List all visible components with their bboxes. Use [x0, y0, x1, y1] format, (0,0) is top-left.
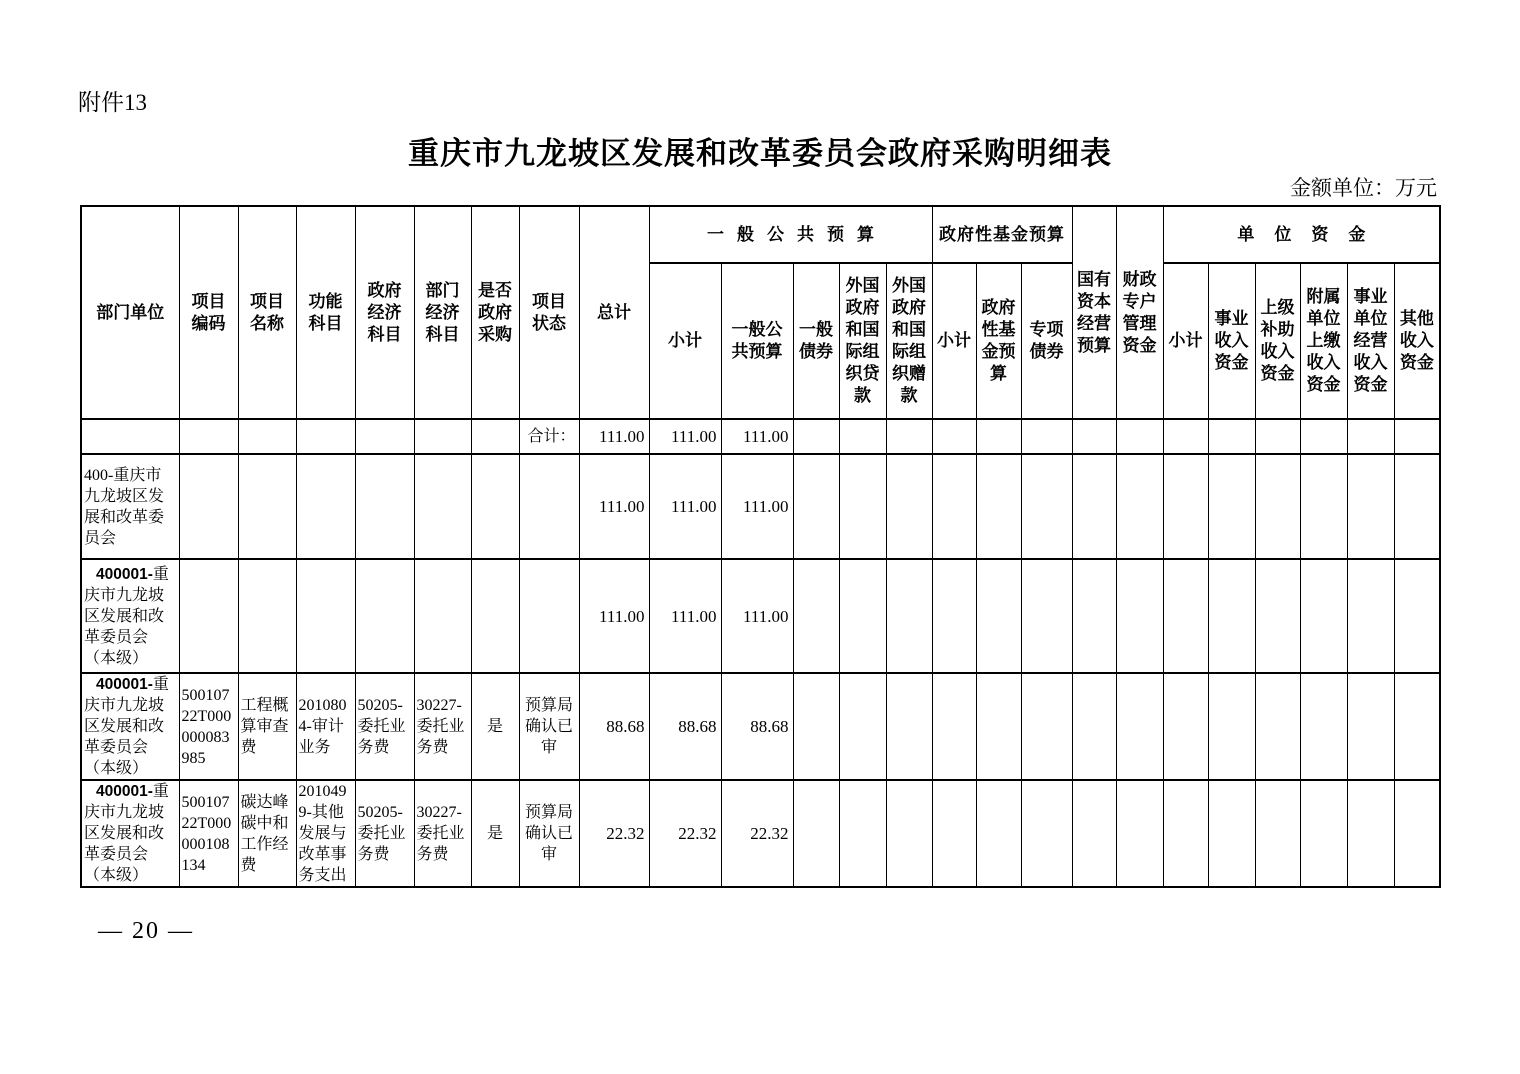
- col-header-uf-affiliated-remit: 附属单位上缴收入资金: [1300, 263, 1347, 419]
- department-code-prefix: 400001-: [96, 676, 153, 693]
- col-header-state-capital-budget: 国有资本经营预算: [1072, 206, 1116, 419]
- cell-uf-superior-subsidy: [1255, 673, 1300, 780]
- cell-project-name: [238, 454, 296, 559]
- cell-uf-superior-subsidy: [1255, 780, 1300, 887]
- cell-uf-subtotal: [1163, 454, 1208, 559]
- cell-uf-business-operation: [1347, 454, 1394, 559]
- cell-uf-affiliated-remit: [1300, 419, 1347, 454]
- cell-gfb-fund-budget: [976, 454, 1021, 559]
- cell-gpb-general-bonds: [793, 780, 839, 887]
- cell-gpb-general-bonds: [793, 454, 839, 559]
- page-number: — 20 —: [98, 918, 194, 944]
- cell-uf-other-income: [1394, 419, 1440, 454]
- cell-gfb-fund-budget: [976, 419, 1021, 454]
- col-header-uf-superior-subsidy: 上级补助收入资金: [1255, 263, 1300, 419]
- cell-function-subject: [296, 454, 355, 559]
- page-title: 重庆市九龙坡区发展和改革委员会政府采购明细表: [408, 136, 1112, 171]
- cell-is-gov-procurement: [471, 419, 519, 454]
- cell-project-status: 预算局确认已审: [519, 673, 579, 780]
- col-header-uf-business-operation: 事业单位经营收入资金: [1347, 263, 1394, 419]
- col-header-function-subject: 功能科目: [296, 206, 355, 419]
- cell-gfb-fund-budget: [976, 559, 1021, 673]
- cell-uf-affiliated-remit: [1300, 780, 1347, 887]
- cell-uf-superior-subsidy: [1255, 559, 1300, 673]
- cell-fiscal-special-account: [1116, 673, 1163, 780]
- cell-uf-business-income: [1208, 559, 1255, 673]
- cell-department: 400001-重庆市九龙坡区发展和改革委员会（本级）: [81, 673, 179, 780]
- cell-grand-total: 111.00: [579, 419, 649, 454]
- group-header-general-public-budget: 一般公共预算: [649, 206, 932, 263]
- cell-gpb-general-bonds: [793, 673, 839, 780]
- cell-gfb-subtotal: [932, 559, 976, 673]
- cell-uf-business-operation: [1347, 419, 1394, 454]
- cell-gpb-foreign-loans: [839, 559, 886, 673]
- cell-dept-econ-subject: [414, 559, 471, 673]
- cell-uf-affiliated-remit: [1300, 673, 1347, 780]
- col-header-gov-econ-subject: 政府经济科目: [355, 206, 414, 419]
- group-header-unit-funds: 单位资金: [1163, 206, 1440, 263]
- cell-state-capital-budget: [1072, 780, 1116, 887]
- attachment-label: 附件13: [78, 90, 147, 115]
- cell-uf-affiliated-remit: [1300, 454, 1347, 559]
- cell-function-subject: 2010499-其他发展与改革事务支出: [296, 780, 355, 887]
- cell-project-status: 预算局确认已审: [519, 780, 579, 887]
- department-code-prefix: 400001-: [96, 565, 153, 583]
- cell-is-gov-procurement: [471, 559, 519, 673]
- cell-dept-econ-subject: [414, 419, 471, 454]
- cell-gpb-general: 88.68: [721, 673, 793, 780]
- cell-uf-business-operation: [1347, 780, 1394, 887]
- cell-uf-business-income: [1208, 780, 1255, 887]
- cell-uf-business-operation: [1347, 673, 1394, 780]
- cell-department: [81, 419, 179, 454]
- cell-gfb-special-bonds: [1021, 419, 1072, 454]
- cell-uf-subtotal: [1163, 780, 1208, 887]
- cell-gpb-subtotal: 88.68: [649, 673, 721, 780]
- cell-uf-superior-subsidy: [1255, 419, 1300, 454]
- cell-function-subject: 2010804-审计业务: [296, 673, 355, 780]
- cell-gpb-general: 111.00: [721, 419, 793, 454]
- col-header-uf-other-income: 其他收入资金: [1394, 263, 1440, 419]
- cell-dept-econ-subject: 30227-委托业务费: [414, 780, 471, 887]
- col-header-gpb-general-bonds: 一般债券: [793, 263, 839, 419]
- cell-gpb-general: 22.32: [721, 780, 793, 887]
- cell-gpb-general-bonds: [793, 419, 839, 454]
- procurement-table: [80, 205, 1441, 888]
- table-row: [81, 780, 1440, 887]
- cell-gpb-foreign-grants: [886, 780, 932, 887]
- cell-project-status: [519, 454, 579, 559]
- cell-gov-econ-subject: [355, 454, 414, 559]
- cell-gpb-subtotal: 111.00: [649, 559, 721, 673]
- cell-uf-other-income: [1394, 780, 1440, 887]
- table-row: [81, 673, 1440, 780]
- cell-fiscal-special-account: [1116, 419, 1163, 454]
- cell-gfb-special-bonds: [1021, 454, 1072, 559]
- cell-project-name: [238, 559, 296, 673]
- cell-uf-superior-subsidy: [1255, 454, 1300, 559]
- cell-gpb-foreign-grants: [886, 454, 932, 559]
- cell-gpb-foreign-loans: [839, 780, 886, 887]
- cell-dept-econ-subject: 30227-委托业务费: [414, 673, 471, 780]
- cell-project-code: 50010722T000000108134: [179, 780, 238, 887]
- col-header-project-code: 项目编码: [179, 206, 238, 419]
- unit-note: 金额单位：万元: [1290, 176, 1437, 200]
- col-header-gpb-foreign-loans: 外国政府和国际组织贷款: [839, 263, 886, 419]
- cell-uf-other-income: [1394, 454, 1440, 559]
- cell-project-status: [519, 559, 579, 673]
- cell-department: 400001-重庆市九龙坡区发展和改革委员会（本级）: [81, 780, 179, 887]
- col-header-gfb-subtotal: 小计: [932, 263, 976, 419]
- cell-gpb-foreign-grants: [886, 419, 932, 454]
- table-row: [81, 454, 1440, 559]
- cell-project-code: [179, 454, 238, 559]
- group-header-gov-fund-budget: 政府性基金预算: [932, 206, 1072, 263]
- cell-fiscal-special-account: [1116, 559, 1163, 673]
- cell-dept-econ-subject: [414, 454, 471, 559]
- cell-grand-total: 111.00: [579, 454, 649, 559]
- cell-gpb-foreign-loans: [839, 419, 886, 454]
- table-row: [81, 559, 1440, 673]
- cell-project-code: 50010722T000000083985: [179, 673, 238, 780]
- cell-uf-other-income: [1394, 673, 1440, 780]
- cell-function-subject: [296, 559, 355, 673]
- cell-project-code: [179, 559, 238, 673]
- cell-gfb-special-bonds: [1021, 559, 1072, 673]
- col-header-gpb-subtotal: 小计: [649, 263, 721, 419]
- col-header-gpb-foreign-grants: 外国政府和国际组织赠款: [886, 263, 932, 419]
- department-code-prefix: 400001-: [96, 783, 153, 800]
- cell-uf-affiliated-remit: [1300, 559, 1347, 673]
- cell-uf-business-income: [1208, 454, 1255, 559]
- cell-state-capital-budget: [1072, 559, 1116, 673]
- cell-department: 400-重庆市九龙坡区发展和改革委员会: [81, 454, 179, 559]
- cell-uf-business-income: [1208, 673, 1255, 780]
- col-header-uf-business-income: 事业收入资金: [1208, 263, 1255, 419]
- cell-gfb-subtotal: [932, 454, 976, 559]
- cell-gpb-foreign-grants: [886, 559, 932, 673]
- cell-is-gov-procurement: 是: [471, 780, 519, 887]
- cell-grand-total: 88.68: [579, 673, 649, 780]
- col-header-dept-econ-subject: 部门经济科目: [414, 206, 471, 419]
- cell-fiscal-special-account: [1116, 780, 1163, 887]
- cell-gov-econ-subject: [355, 419, 414, 454]
- cell-gpb-subtotal: 111.00: [649, 419, 721, 454]
- cell-gfb-subtotal: [932, 419, 976, 454]
- cell-gov-econ-subject: 50205-委托业务费: [355, 780, 414, 887]
- cell-project-name: [238, 419, 296, 454]
- cell-gov-econ-subject: 50205-委托业务费: [355, 673, 414, 780]
- cell-gpb-general: 111.00: [721, 454, 793, 559]
- cell-uf-subtotal: [1163, 673, 1208, 780]
- col-header-grand-total: 总计: [579, 206, 649, 419]
- col-header-fiscal-special-account: 财政专户管理资金: [1116, 206, 1163, 419]
- cell-project-name: 工程概算审查费: [238, 673, 296, 780]
- table-row: [81, 419, 1440, 454]
- cell-gfb-subtotal: [932, 673, 976, 780]
- cell-gpb-general: 111.00: [721, 559, 793, 673]
- cell-gpb-foreign-grants: [886, 673, 932, 780]
- cell-gfb-special-bonds: [1021, 780, 1072, 887]
- col-header-uf-subtotal: 小计: [1163, 263, 1208, 419]
- col-header-project-name: 项目名称: [238, 206, 296, 419]
- cell-gpb-subtotal: 22.32: [649, 780, 721, 887]
- cell-gpb-foreign-loans: [839, 454, 886, 559]
- cell-gfb-fund-budget: [976, 673, 1021, 780]
- cell-gpb-foreign-loans: [839, 673, 886, 780]
- cell-state-capital-budget: [1072, 419, 1116, 454]
- cell-uf-subtotal: [1163, 559, 1208, 673]
- cell-function-subject: [296, 419, 355, 454]
- col-header-project-status: 项目状态: [519, 206, 579, 419]
- col-header-is-gov-procurement: 是否政府采购: [471, 206, 519, 419]
- cell-state-capital-budget: [1072, 673, 1116, 780]
- col-header-gpb-general: 一般公共预算: [721, 263, 793, 419]
- cell-uf-business-operation: [1347, 559, 1394, 673]
- cell-grand-total: 111.00: [579, 559, 649, 673]
- col-header-gfb-special-bonds: 专项债券: [1021, 263, 1072, 419]
- cell-department: 400001-重庆市九龙坡区发展和改革委员会（本级）: [81, 559, 179, 673]
- col-header-gfb-fund-budget: 政府性基金预算: [976, 263, 1021, 419]
- cell-uf-business-income: [1208, 419, 1255, 454]
- cell-state-capital-budget: [1072, 454, 1116, 559]
- cell-gfb-subtotal: [932, 780, 976, 887]
- cell-gfb-fund-budget: [976, 780, 1021, 887]
- cell-uf-subtotal: [1163, 419, 1208, 454]
- cell-project-status: 合计：: [519, 419, 579, 454]
- cell-gpb-subtotal: 111.00: [649, 454, 721, 559]
- cell-gpb-general-bonds: [793, 559, 839, 673]
- cell-project-name: 碳达峰碳中和工作经费: [238, 780, 296, 887]
- cell-project-code: [179, 419, 238, 454]
- cell-uf-other-income: [1394, 559, 1440, 673]
- cell-gfb-special-bonds: [1021, 673, 1072, 780]
- cell-is-gov-procurement: [471, 454, 519, 559]
- col-header-department: 部门单位: [81, 206, 179, 419]
- cell-is-gov-procurement: 是: [471, 673, 519, 780]
- cell-fiscal-special-account: [1116, 454, 1163, 559]
- cell-grand-total: 22.32: [579, 780, 649, 887]
- cell-gov-econ-subject: [355, 559, 414, 673]
